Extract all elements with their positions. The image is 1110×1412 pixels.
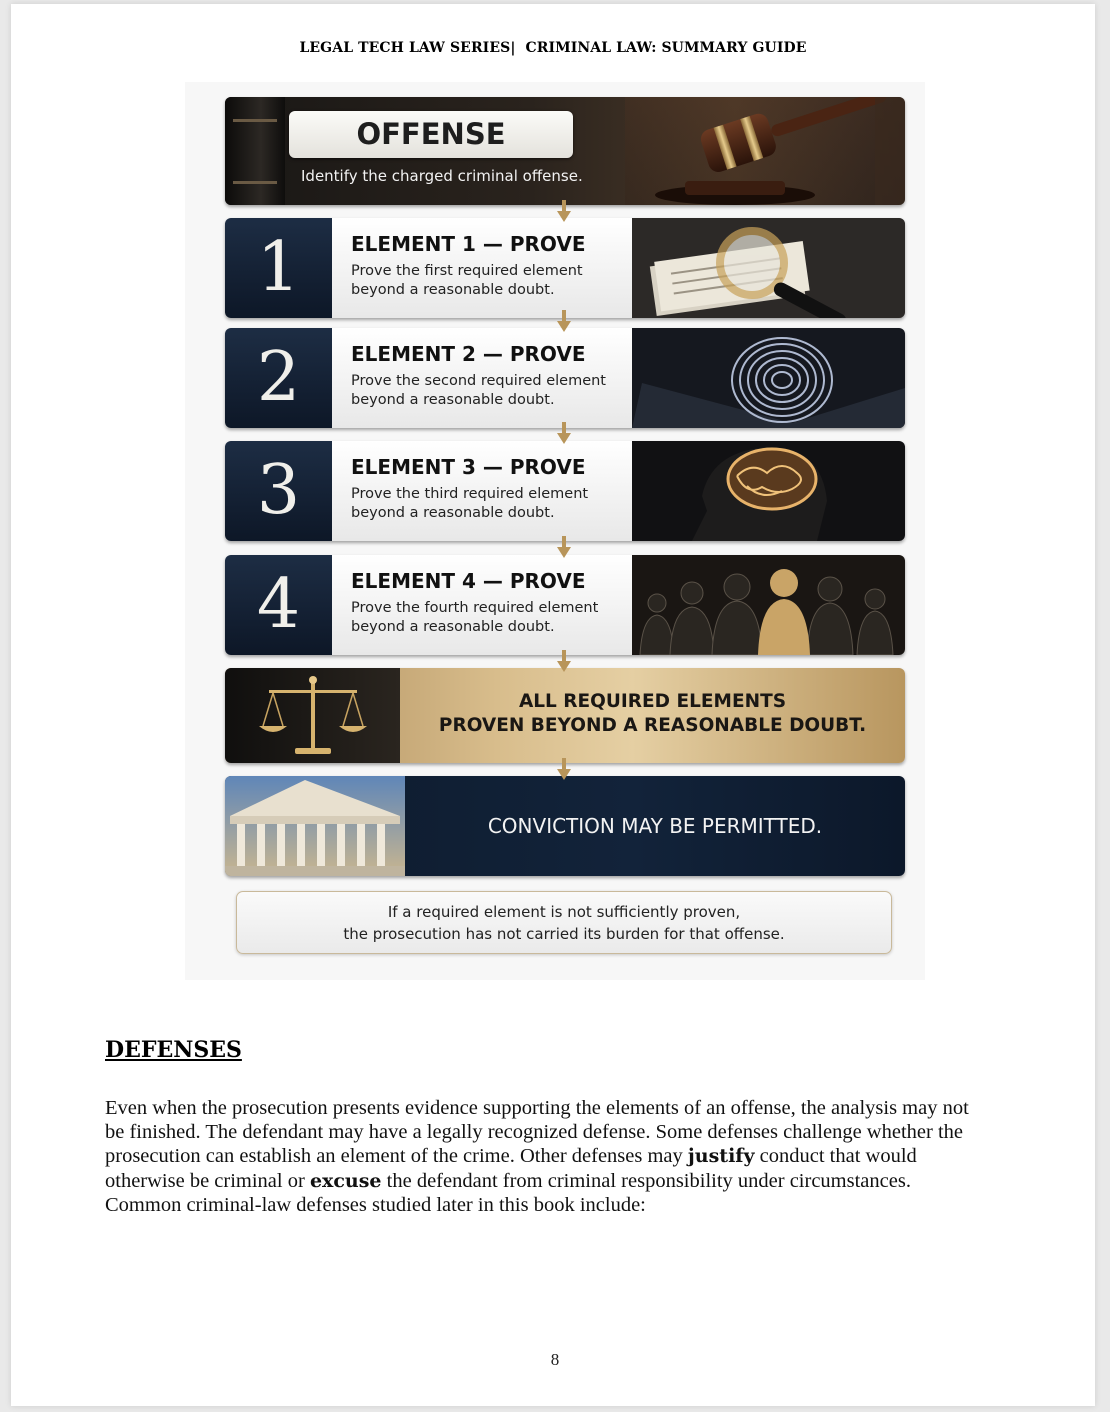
element-2-row	[225, 328, 905, 428]
header-title: CRIMINAL LAW: SUMMARY GUIDE	[525, 40, 807, 56]
element-1-title: ELEMENT 1 — PROVE	[351, 232, 586, 256]
defenses-paragraph: Even when the prosecution presents evidence supporting the elements of an offense, the analysis may not be finished. The defendant may have a legally recognized defense. Some defenses challenge whether the prosecution can establish an element of the crime. Other defenses may justify conduct that would otherwise be criminal or excuse the defendant from criminal responsibility under circumstances. Common criminal-law defenses studied later in this book include:	[105, 1097, 969, 1216]
page-number: 8	[550, 1350, 560, 1369]
courthouse-icon	[225, 776, 405, 876]
arrow-down-icon	[557, 536, 571, 558]
gavel-icon	[625, 97, 905, 205]
offense-title: OFFENSE	[289, 111, 573, 158]
header-series: LEGAL TECH LAW SERIES	[299, 40, 511, 56]
offense-banner	[225, 97, 905, 205]
arrow-down-icon	[557, 310, 571, 332]
all-elements-proven-text: ALL REQUIRED ELEMENTS PROVEN BEYOND A REASONABLE DOUBT.	[438, 691, 867, 736]
header-separator: |	[510, 40, 516, 56]
people-icon	[632, 555, 905, 655]
element-1-number: 1	[225, 218, 332, 318]
arrow-down-icon	[557, 758, 571, 780]
arrow-down-icon	[557, 200, 571, 222]
bold-excuse: excuse	[309, 1169, 382, 1192]
conviction-text: CONVICTION MAY BE PERMITTED.	[487, 814, 823, 838]
scales-icon	[225, 668, 400, 763]
brain-icon	[632, 441, 905, 541]
element-1-row	[225, 218, 905, 318]
burden-note: If a required element is not sufficiently proven, the prosecution has not carried its burden for that offense.	[236, 891, 892, 954]
fingerprint-icon	[632, 328, 905, 428]
element-4-description: Prove the fourth required element beyond a reasonable doubt.	[351, 600, 599, 635]
elements-infographic	[185, 82, 925, 980]
element-4-row	[225, 555, 905, 655]
book-icon	[225, 97, 285, 205]
element-3-row	[225, 441, 905, 541]
conviction-banner	[225, 776, 905, 876]
element-3-number: 3	[225, 441, 332, 541]
element-3-description: Prove the third required element beyond a reasonable doubt.	[351, 486, 589, 521]
bold-justify: justify	[687, 1145, 755, 1168]
element-1-description: Prove the first required element beyond a reasonable doubt.	[351, 263, 583, 298]
element-4-title: ELEMENT 4 — PROVE	[351, 569, 586, 593]
magnifying-glass-icon	[632, 218, 905, 318]
all-elements-proven-banner	[225, 668, 905, 763]
element-4-number: 4	[225, 555, 332, 655]
section-heading-defenses: DEFENSES	[105, 1037, 242, 1063]
arrow-down-icon	[557, 650, 571, 672]
offense-subtitle: Identify the charged criminal offense.	[301, 167, 583, 185]
running-header	[11, 40, 1095, 56]
element-2-title: ELEMENT 2 — PROVE	[351, 342, 586, 366]
element-3-title: ELEMENT 3 — PROVE	[351, 455, 586, 479]
element-2-description: Prove the second required element beyond a reasonable doubt.	[351, 373, 606, 408]
arrow-down-icon	[557, 422, 571, 444]
element-2-number: 2	[225, 328, 332, 428]
